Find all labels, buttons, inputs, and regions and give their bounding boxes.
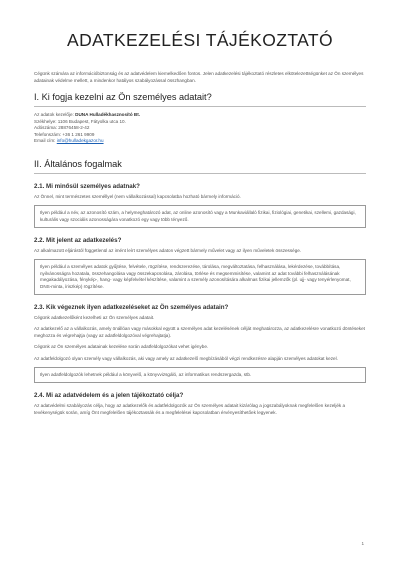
subsection-2-3-para-4: Az adatfeldolgozó olyan személy vagy vállalkozás, aki vagy amely az adatkezelő megbízásából végzi rendkezésre alapján személyes adatokat kezel. (34, 355, 338, 361)
section-1-heading: I. Ki fogja kezelni az Ön személyes adatait? (34, 92, 366, 107)
subsection-2-3-para-1: Cégünk adatkezelőként kezelheti az Ön személyes adatait. (34, 314, 155, 320)
example-box-2-2: Ilyen például a személyes adatok gyűjtése, felvétele, rögzítése, rendszerezése, tárolása, megváltoztatása, felhasználása, lekérdezése, továbbítása, nyilvánosságra hozatala, összehangolása vagy összekapcsolása, zárolása, törlése és megsemmisítése, valamint az adat további felhasználásának megakadályozása, fénykép-, hang- vagy képfelvétel készítése, valamint a személy azonosítására alkalmas fizikai jellemzők (pl. ujj- vagy tenyérlenyomat, DNS-minta, íriszkép) rögzítése. (34, 259, 366, 295)
subsection-2-3-para-3: Cégünk az Ön személyes adatainak kezelése során adatfeldolgozókat vehet igénybe. (34, 344, 209, 350)
document-title: ADATKEZELÉSI TÁJÉKOZTATÓ (67, 30, 333, 50)
example-box-2-1: Ilyen például a név, az azonosító szám, a helymeghatározó adat, az online azonosító vagy a Munkaviállaló fizikai, fiziológiai, genetikai, szellemi, gazdasági, kulturális vagy szociális azonosságára vonatkozó egy vagy több tényező. (34, 205, 366, 228)
email-link[interactable]: info@hulladekgazor.hu (56, 138, 104, 144)
controller-label: Az adatok kezelője: (34, 112, 74, 118)
subsection-2-4-heading: 2.4. Mi az adatvédelem és a jelen tájékoztató célja? (34, 392, 184, 400)
controller-contact-block (34, 112, 366, 145)
subsection-2-1-heading: 2.1. Mi minősül személyes adatnak? (34, 182, 140, 190)
controller-name: DUNA Hulladékhasznosító Bt. (75, 112, 141, 118)
subsection-2-2-text: Az alkalmazott eljárástól függetlenül az imént leírt személyes adaton végzett bármely művelet vagy az ilyen műveletek összessége. (34, 247, 302, 253)
subsection-2-1-text: Az Önnel, mint természetes személlyel (nem vállalkozással) kapcsolatba hozható bármely információ. (34, 193, 241, 199)
example-box-2-3: Ilyen adatfeldolgozók lehetnek például a könyvelő, a könyvvizsgáló, az informatikus rendszergazda, stb. (34, 367, 366, 383)
subsection-2-3-para-2: Az adatkezelő az a vállalkozás, amely önállóan vagy másokkal együtt a személyes adat kezelésének célját meghatározza, az adatkezelésre vonatkozó döntéseket meghozza és végrehajtja (vagy az adatfeldolgozóval végrehajtatja). (34, 326, 365, 338)
intro-paragraph: Cégünk számára az információbiztonság és az adatvédelem kiemelkedően fontos. Jelen adatkezelési tájékoztató részletes elkötelezettségünket az Ön személyes adatainak védelme mellett, a mindenkor hatályos szabályozással összhangban. (34, 71, 364, 83)
controller-tax-number: Adószáma: 28876458-2-42 (34, 125, 90, 131)
section-2-heading: II. Általános fogalmak (34, 159, 366, 174)
subsection-2-3-heading: 2.3. Kik végeznek ilyen adatkezeléseket az Ön személyes adatain? (34, 303, 229, 311)
email-label: Email cím: (34, 138, 56, 144)
controller-address: Székhelye: 1106 Budapest, Fátyolka utca 10. (34, 118, 126, 124)
controller-phone: Telefonszám: +36 1 261 9909 (34, 131, 95, 137)
page-number: 1 (361, 541, 364, 546)
controller-email-row (34, 138, 366, 145)
subsection-2-4-text: Az adatvédelmi szabályozás célja, hogy az adatkezelők és adatfeldolgozók az Ön személyes adatait kizárólag a jogszabályoknak megfelelően kezeljék a tevékenységük során, amíg Önt megfelelően tájékoztassák és a megfelelései kapcsolatban érvényesíthetőek legyenek. (34, 403, 346, 415)
subsection-2-2-heading: 2.2. Mit jelent az adatkezelés? (34, 236, 122, 244)
